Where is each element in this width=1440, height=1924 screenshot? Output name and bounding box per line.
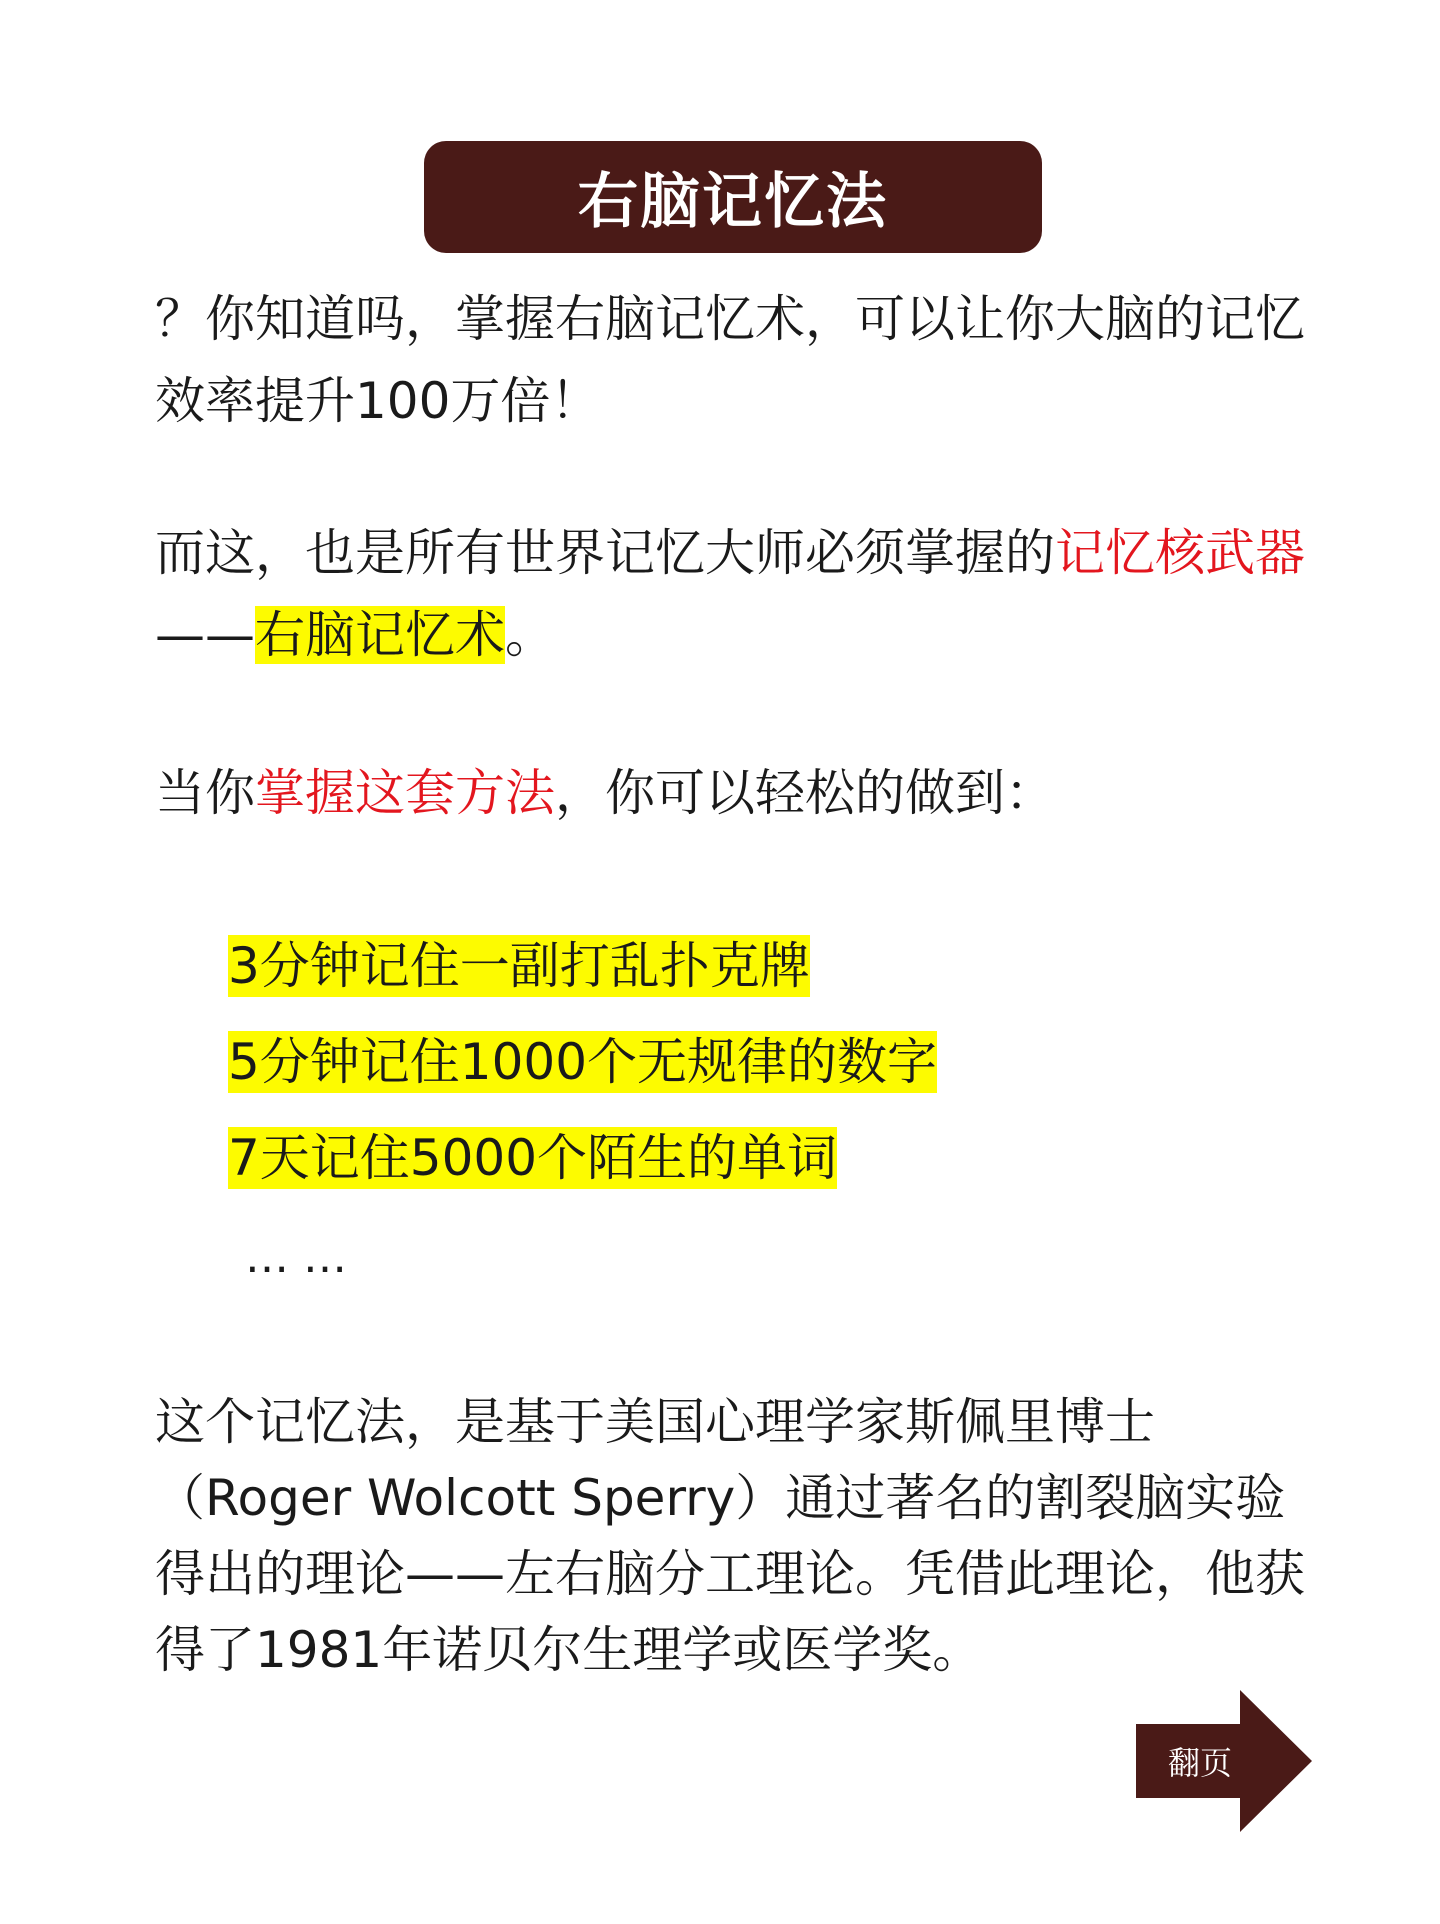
intro-text: ？你知道吗，掌握右脑记忆术，可以让你大脑的记忆效率提升100万倍！ bbox=[155, 290, 1305, 430]
next-page-label: 翻页 bbox=[1167, 1744, 1232, 1782]
core-weapon-highlight: 右脑记忆术 bbox=[255, 606, 505, 664]
list-item bbox=[228, 1122, 937, 1194]
core-weapon-red-text: 记忆核武器 bbox=[1055, 524, 1305, 582]
page-title: 右脑记忆法 bbox=[578, 167, 888, 237]
page-title-banner bbox=[424, 141, 1042, 253]
list-item-text: 3分钟记住一副打乱扑克牌 bbox=[228, 937, 810, 995]
sperry-text: 这个记忆法，是基于美国心理学家斯佩里博士（Roger Wolcott Sperry）通过著名的割裂脑实验得出的理论——左右脑分工理论。凭借此理论，他获得了1981年诺贝尔生理学或医学奖。 bbox=[155, 1393, 1305, 1679]
list-item-text: 7天记住5000个陌生的单词 bbox=[228, 1129, 838, 1187]
method-paragraph bbox=[155, 752, 1305, 834]
achievement-list bbox=[228, 930, 937, 1218]
method-end: ，你可以轻松的做到： bbox=[555, 764, 1055, 822]
list-item-text: 5分钟记住1000个无规律的数字 bbox=[228, 1033, 938, 1091]
next-page-button[interactable] bbox=[1136, 1690, 1312, 1832]
intro-paragraph bbox=[155, 278, 1305, 442]
list-item bbox=[228, 1026, 937, 1098]
list-item bbox=[228, 930, 937, 1002]
core-weapon-end: 。 bbox=[505, 606, 555, 664]
core-weapon-dash: —— bbox=[155, 606, 255, 664]
core-weapon-paragraph bbox=[155, 512, 1305, 676]
sperry-paragraph bbox=[155, 1384, 1305, 1688]
method-red-text: 掌握这套方法 bbox=[255, 764, 555, 822]
method-lead: 当你 bbox=[155, 764, 255, 822]
core-weapon-lead: 而这，也是所有世界记忆大师必须掌握的 bbox=[155, 524, 1055, 582]
ellipsis: …… bbox=[245, 1232, 361, 1283]
